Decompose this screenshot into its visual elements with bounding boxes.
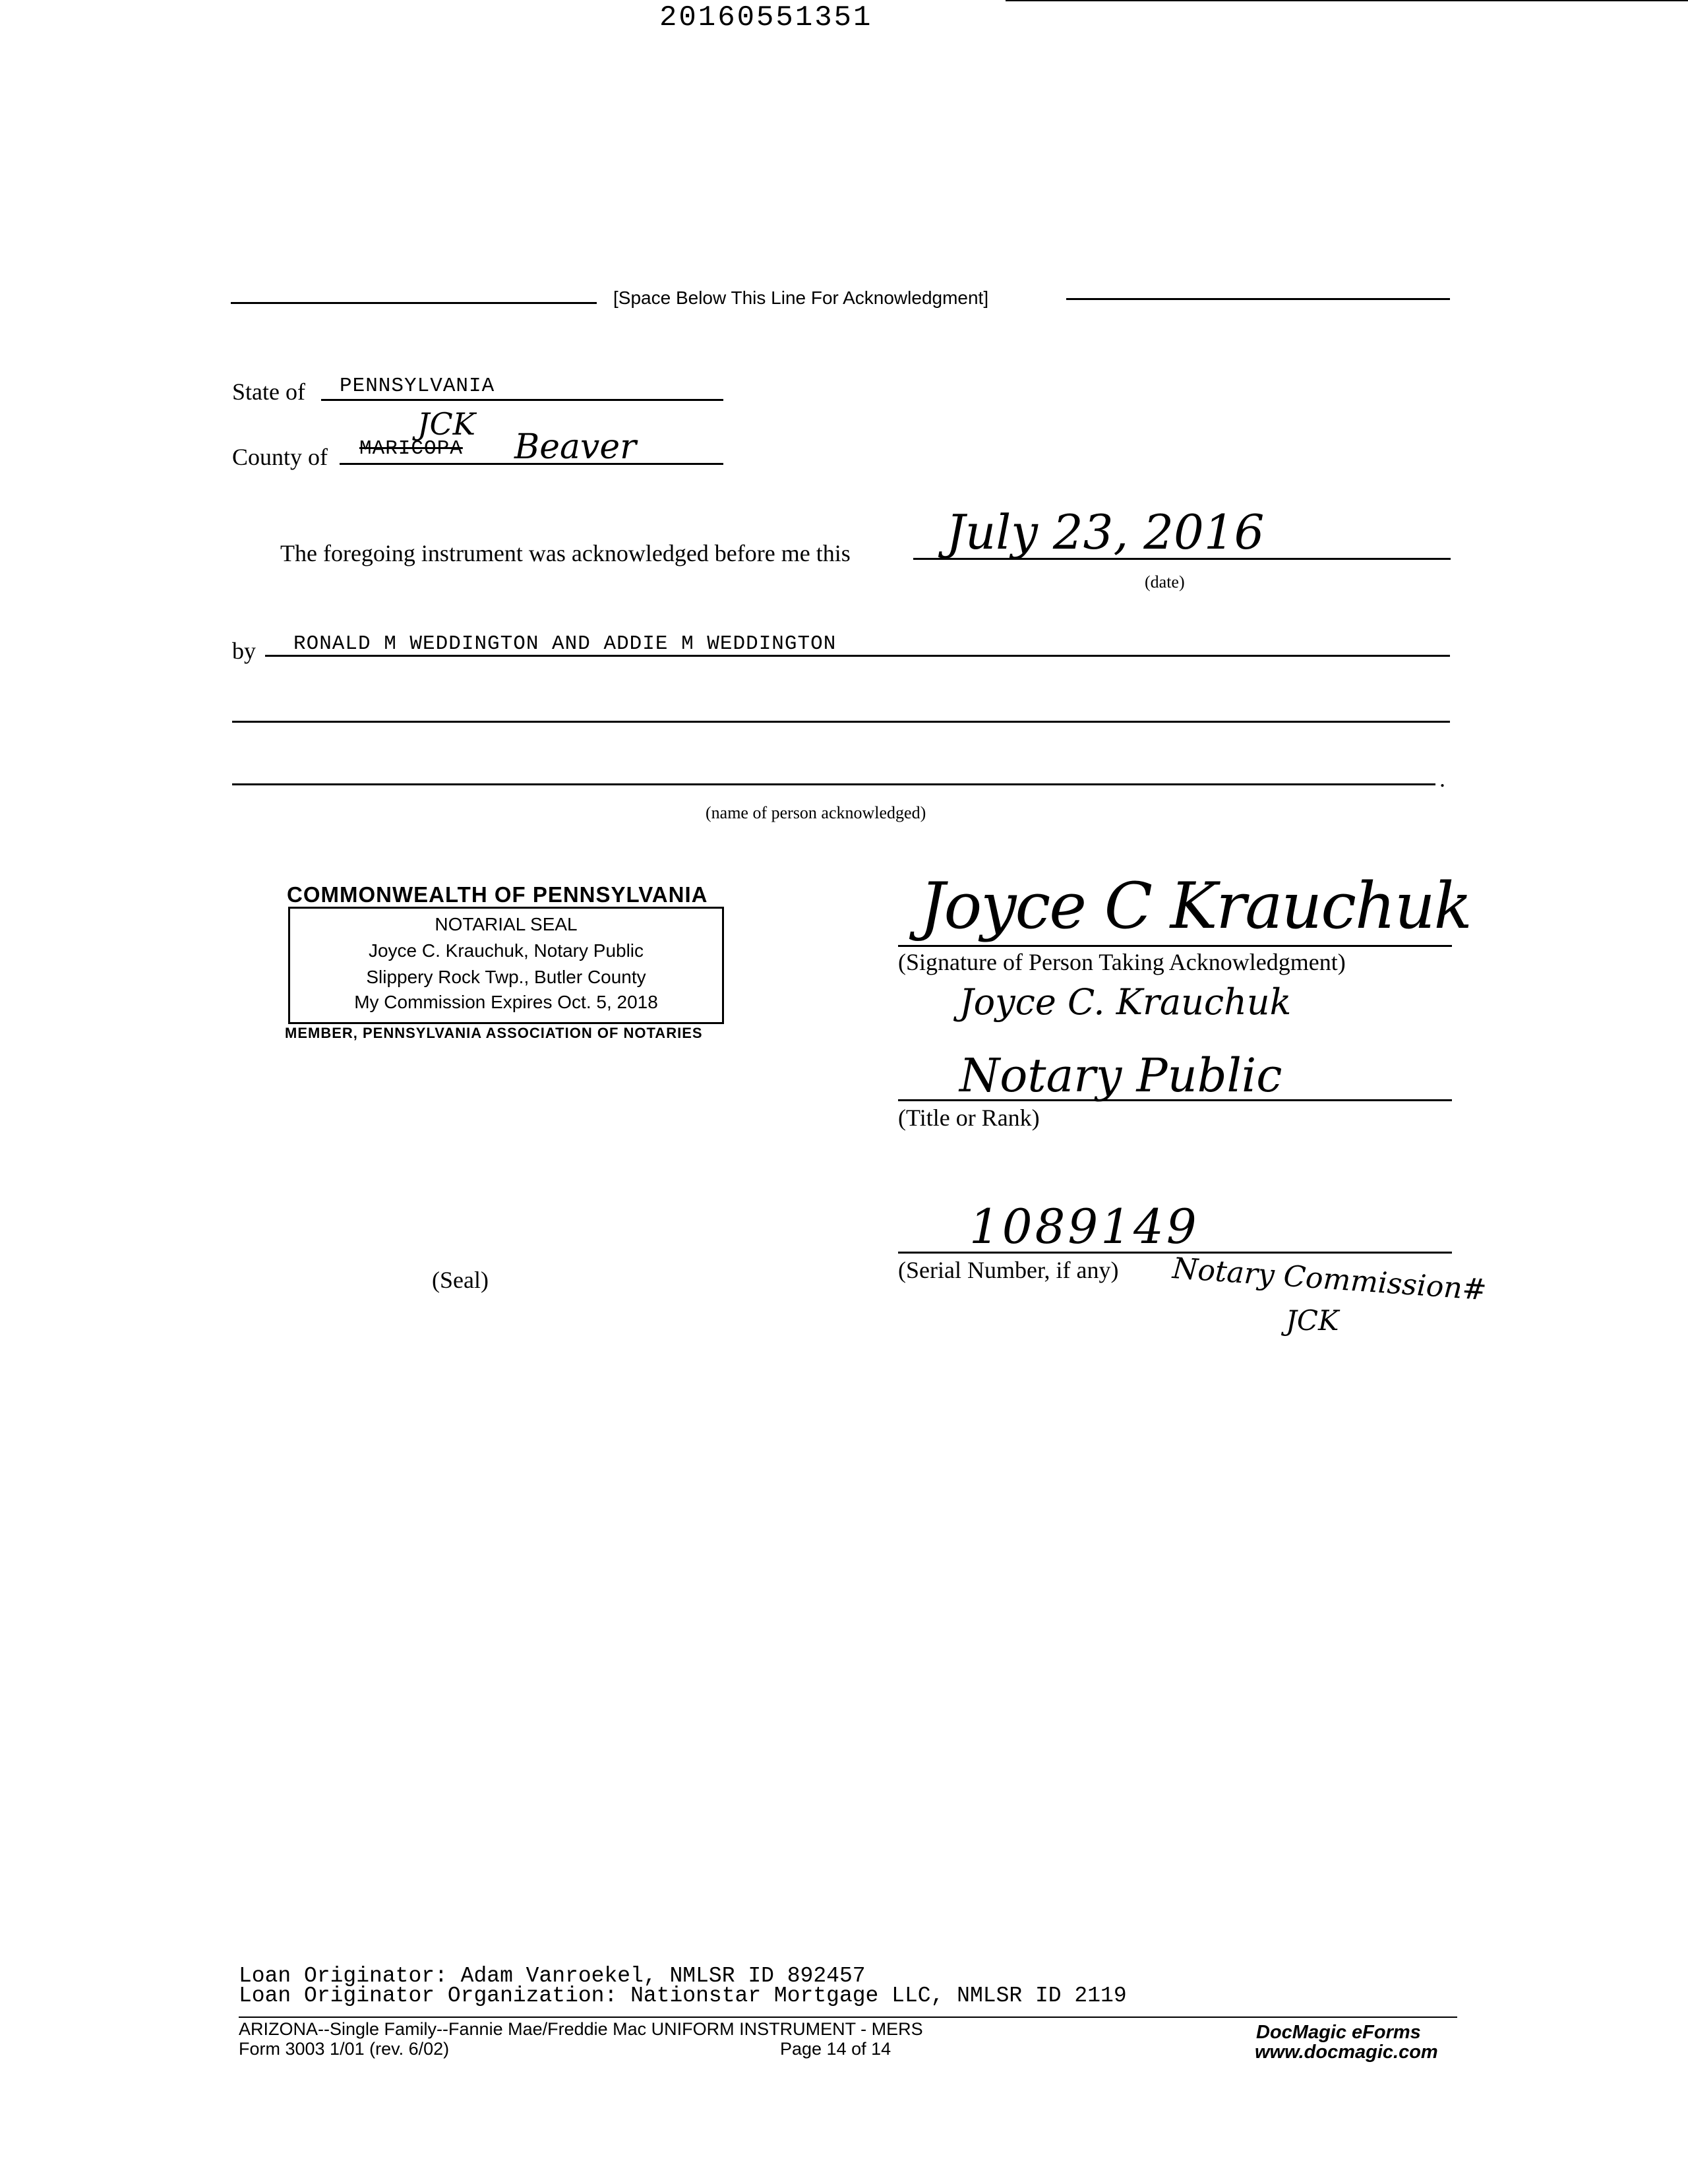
date-caption: (date) xyxy=(1145,572,1185,592)
state-line xyxy=(321,399,723,401)
loan-originator: Loan Originator: Adam Vanroekel, NMLSR ID 892457 xyxy=(239,1964,866,1988)
serial-caption: (Serial Number, if any) xyxy=(898,1257,1119,1283)
signature-line xyxy=(898,945,1452,947)
county-label: County of xyxy=(232,444,328,470)
state-label: State of xyxy=(232,379,305,405)
county-initials: JCK xyxy=(417,406,476,442)
serial-number-handwritten: 1089149 xyxy=(969,1199,1199,1254)
state-value: PENNSYLVANIA xyxy=(340,375,495,398)
ack-date-line xyxy=(913,558,1451,560)
acknowledged-names: RONALD M WEDDINGTON AND ADDIE M WEDDINGTON xyxy=(293,632,837,655)
seal-line-name: Joyce C. Krauchuk, Notary Public xyxy=(368,940,644,961)
names-line-2 xyxy=(232,721,1450,723)
ack-date-handwritten: July 23, 2016 xyxy=(946,504,1265,560)
county-handwritten: Beaver xyxy=(514,427,636,467)
section-rule-right xyxy=(1066,298,1450,300)
title-caption: (Title or Rank) xyxy=(898,1105,1040,1131)
form-title: ARIZONA--Single Family--Fannie Mae/Freddie Mac UNIFORM INSTRUMENT - MERS xyxy=(239,2019,923,2039)
seal-label: (Seal) xyxy=(432,1267,489,1293)
notary-title-handwritten: Notary Public xyxy=(959,1048,1282,1103)
section-note: [Space Below This Line For Acknowledgment] xyxy=(613,288,989,308)
docmagic-brand-logo: DocMagic eForms xyxy=(1256,2022,1421,2043)
top-right-rule xyxy=(1006,0,1688,1)
page-number: Page 14 of 14 xyxy=(780,2039,891,2059)
county-struck-value: MARICOPA xyxy=(359,437,463,460)
section-rule-left xyxy=(231,302,597,304)
signature-caption: (Signature of Person Taking Acknowledgment) xyxy=(898,949,1346,975)
by-label: by xyxy=(232,638,256,664)
names-line-1 xyxy=(265,655,1450,657)
notary-printed-name: Joyce C. Krauchuk xyxy=(959,981,1292,1023)
notary-signature: Joyce C Krauchuk xyxy=(920,869,1471,943)
seal-line-expiry: My Commission Expires Oct. 5, 2018 xyxy=(354,992,658,1012)
title-line xyxy=(898,1099,1452,1101)
seal-footer: MEMBER, PENNSYLVANIA ASSOCIATION OF NOTARIES xyxy=(285,1025,703,1041)
name-caption: (name of person acknowledged) xyxy=(706,803,926,822)
names-line-3 xyxy=(232,783,1435,785)
seal-line-title: NOTARIAL SEAL xyxy=(435,914,578,934)
form-number: Form 3003 1/01 (rev. 6/02) xyxy=(239,2039,450,2059)
docmagic-url: www.docmagic.com xyxy=(1255,2042,1438,2063)
notarial-seal-box xyxy=(288,907,724,1024)
seal-line-location: Slippery Rock Twp., Butler County xyxy=(366,967,646,987)
serial-note: Notary Commission# xyxy=(1171,1252,1488,1308)
loan-originator-organization: Loan Originator Organization: Nationstar Mortgage LLC, NMLSR ID 2119 xyxy=(239,1984,1127,2008)
seal-heading: COMMONWEALTH OF PENNSYLVANIA xyxy=(287,882,708,907)
serial-note-initials: JCK xyxy=(1286,1304,1339,1337)
names-period: . xyxy=(1439,766,1445,792)
document-number: 20160551351 xyxy=(659,1,873,34)
ack-sentence: The foregoing instrument was acknowledged before me this xyxy=(280,540,851,566)
county-line xyxy=(340,463,723,465)
footer-rule xyxy=(239,2017,1457,2018)
